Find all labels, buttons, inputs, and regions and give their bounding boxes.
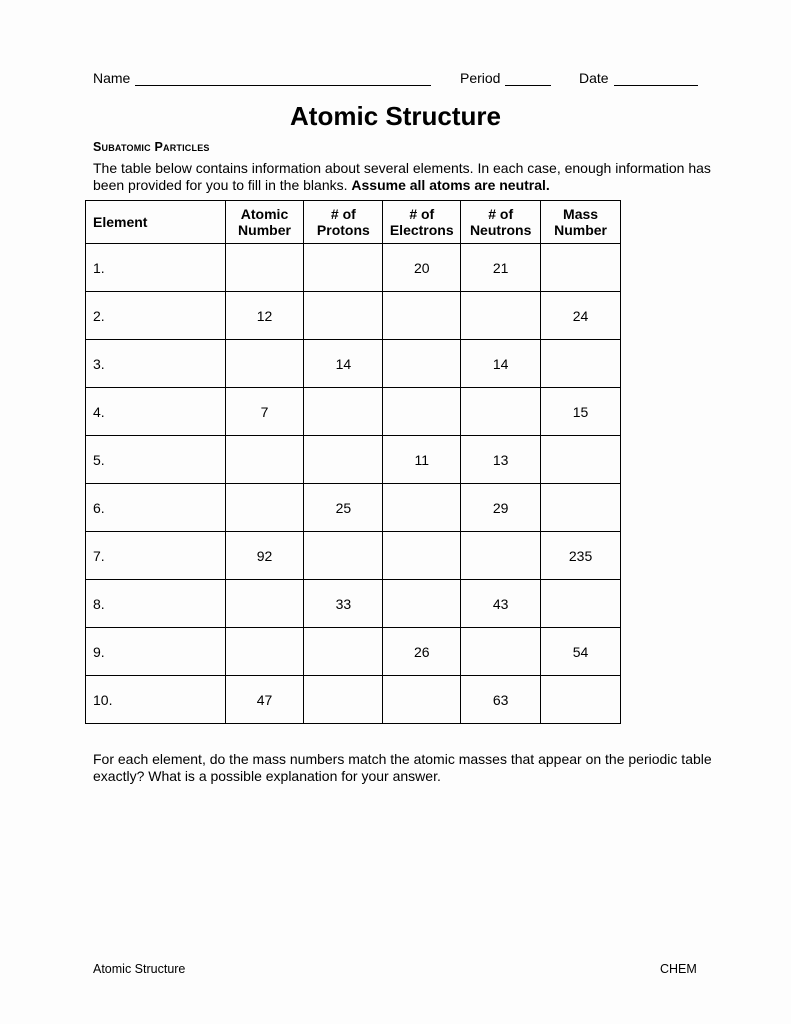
table-row — [86, 340, 621, 388]
table-row — [86, 484, 621, 532]
table-cell[interactable] — [383, 388, 461, 436]
table-cell[interactable] — [383, 580, 461, 628]
table-cell: 29 — [461, 484, 541, 532]
table-cell: 21 — [461, 244, 541, 292]
period-blank[interactable] — [505, 71, 551, 86]
footer-course: CHEM — [660, 962, 697, 976]
column-header-text: # of — [409, 206, 435, 222]
column-header-text: Number — [554, 222, 607, 238]
table-cell[interactable] — [225, 484, 304, 532]
table-cell[interactable] — [304, 292, 383, 340]
column-header-text: # of — [488, 206, 514, 222]
table-cell: 13 — [461, 436, 541, 484]
table-cell[interactable] — [225, 580, 304, 628]
table-cell[interactable] — [541, 340, 621, 388]
date-label: Date — [579, 70, 609, 86]
table-cell: 15 — [541, 388, 621, 436]
element-number-cell: 2. — [86, 292, 226, 340]
intro-paragraph — [93, 160, 713, 193]
table-cell: 25 — [304, 484, 383, 532]
table-cell: 43 — [461, 580, 541, 628]
table-cell[interactable] — [304, 244, 383, 292]
column-header — [383, 201, 461, 244]
table-row — [86, 580, 621, 628]
table-cell: 14 — [461, 340, 541, 388]
table-header-row — [86, 201, 621, 244]
element-number-cell: 3. — [86, 340, 226, 388]
table-cell[interactable] — [461, 532, 541, 580]
element-number-cell: 7. — [86, 532, 226, 580]
table-cell[interactable] — [541, 676, 621, 724]
date-blank[interactable] — [614, 71, 698, 86]
column-header-text: Protons — [316, 222, 370, 238]
table-cell[interactable] — [383, 532, 461, 580]
element-number-cell: 4. — [86, 388, 226, 436]
table-cell: 11 — [383, 436, 461, 484]
date-field — [579, 70, 698, 86]
table-cell: 24 — [541, 292, 621, 340]
table-cell[interactable] — [461, 292, 541, 340]
table-cell[interactable] — [383, 292, 461, 340]
column-header-text: Number — [238, 222, 291, 238]
table-cell[interactable] — [541, 580, 621, 628]
table-cell: 20 — [383, 244, 461, 292]
period-label: Period — [460, 70, 501, 86]
footer-title: Atomic Structure — [93, 962, 186, 976]
table-cell[interactable] — [383, 676, 461, 724]
column-header-text: Neutrons — [469, 222, 532, 238]
table-cell[interactable] — [225, 244, 304, 292]
element-number-cell: 6. — [86, 484, 226, 532]
table-cell[interactable] — [383, 340, 461, 388]
table-cell: 7 — [225, 388, 304, 436]
section-heading: Subatomic Particles — [93, 140, 210, 154]
element-number-cell: 8. — [86, 580, 226, 628]
table-cell[interactable] — [461, 388, 541, 436]
intro-bold-text: Assume all atoms are neutral. — [351, 176, 550, 193]
table-cell[interactable] — [304, 388, 383, 436]
column-header-text: Element — [93, 214, 148, 230]
table-cell: 54 — [541, 628, 621, 676]
name-label: Name — [93, 70, 131, 86]
table-cell[interactable] — [225, 340, 304, 388]
intro-text: The table below contains information about several elements. In each case, enough information has been provided for you to fill in the blanks. — [93, 160, 711, 193]
column-header-text: # of — [330, 206, 356, 222]
discussion-question: For each element, do the mass numbers match the atomic masses that appear on the periodic table exactly? What is a possible explanation for your answer. — [93, 751, 712, 784]
table-cell[interactable] — [541, 436, 621, 484]
name-blank[interactable] — [135, 71, 431, 86]
column-header-text: Atomic — [240, 206, 289, 222]
table-cell[interactable] — [541, 484, 621, 532]
table-cell: 235 — [541, 532, 621, 580]
column-header-text: Electrons — [389, 222, 454, 238]
column-header — [461, 201, 541, 244]
column-header — [541, 201, 621, 244]
table-row — [86, 628, 621, 676]
column-header — [304, 201, 383, 244]
table-cell[interactable] — [461, 628, 541, 676]
table-cell: 92 — [225, 532, 304, 580]
table-cell: 12 — [225, 292, 304, 340]
table-body — [86, 244, 621, 724]
table-cell[interactable] — [541, 244, 621, 292]
table-cell: 63 — [461, 676, 541, 724]
elements-table — [85, 200, 621, 724]
table-row — [86, 244, 621, 292]
element-number-cell: 9. — [86, 628, 226, 676]
table-cell[interactable] — [225, 436, 304, 484]
table-cell[interactable] — [304, 628, 383, 676]
table-cell[interactable] — [304, 676, 383, 724]
element-number-cell: 1. — [86, 244, 226, 292]
column-header-text: Mass — [563, 206, 599, 222]
table-cell[interactable] — [304, 436, 383, 484]
table-row — [86, 388, 621, 436]
table-cell: 33 — [304, 580, 383, 628]
column-header — [86, 201, 226, 244]
table-cell[interactable] — [304, 532, 383, 580]
table-row — [86, 436, 621, 484]
table-cell: 47 — [225, 676, 304, 724]
table-row — [86, 532, 621, 580]
column-header — [225, 201, 304, 244]
table-cell: 14 — [304, 340, 383, 388]
element-number-cell: 10. — [86, 676, 226, 724]
page-title: Atomic Structure — [290, 101, 501, 131]
student-info-line — [93, 70, 699, 90]
table-cell[interactable] — [383, 484, 461, 532]
table-cell: 26 — [383, 628, 461, 676]
element-number-cell: 5. — [86, 436, 226, 484]
period-field — [460, 70, 551, 86]
table-row — [86, 292, 621, 340]
name-field — [93, 70, 431, 86]
table-cell[interactable] — [225, 628, 304, 676]
table-row — [86, 676, 621, 724]
